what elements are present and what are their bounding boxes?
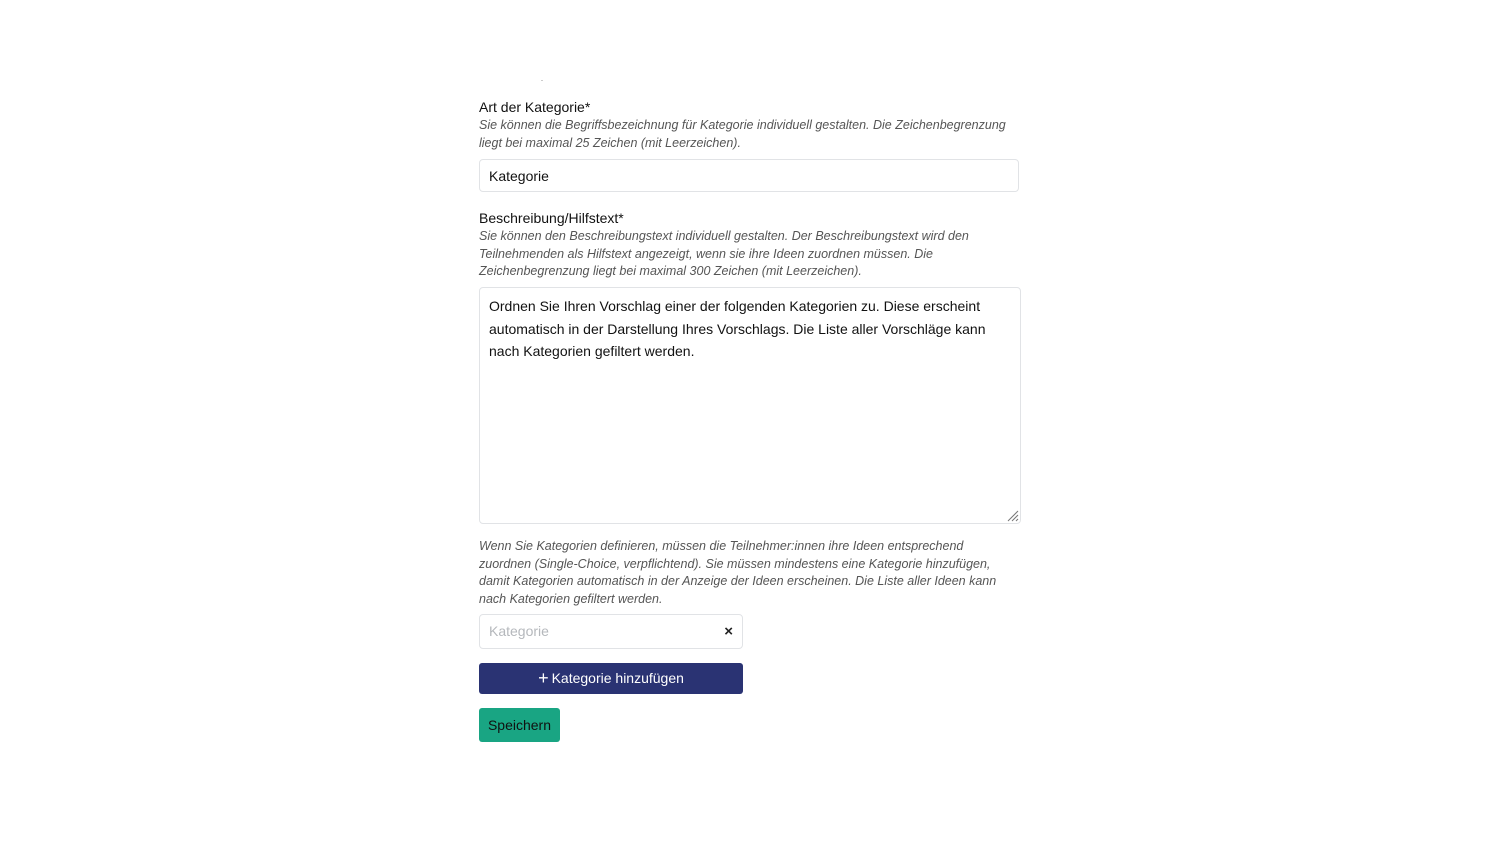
plus-icon: + xyxy=(538,668,549,688)
save-button[interactable]: Speichern xyxy=(479,708,560,742)
categories-hint: Wenn Sie Kategorien definieren, müssen die Teilnehmer:innen ihre Ideen entsprechend zuordnen (Single-Choice, verpflichtend). Sie müssen mindestens eine Kategorie hinzufügen, damit Kategorien automatisch in der Anzeige der Ideen erscheinen. Die Liste aller Ideen kann nach Kategorien gefiltert werden. xyxy=(479,539,997,606)
resize-handle-icon[interactable] xyxy=(1005,508,1019,522)
description-text: Ordnen Sie Ihren Vorschlag einer der folgenden Kategorien zu. Diese erscheint automatisch in der Darstellung Ihres Vorschlags. Die Liste aller Vorschläge kann nach Kategorien gefiltert werden. xyxy=(489,298,986,359)
description-textarea[interactable] xyxy=(479,287,1021,524)
category-name-input[interactable] xyxy=(479,614,743,649)
category-name-placeholder: Kategorie xyxy=(489,623,549,639)
description-hint: Sie können den Beschreibungstext individuell gestalten. Der Beschreibungstext wird den Teilnehmenden als Hilfstext angezeigt, wenn sie ihre Ideen zuordnen müssen. Die Zeichenbegrenzung liegt bei maximal 300 Zeichen (mit Leerzeichen). xyxy=(479,229,969,278)
description-label: Beschreibung/Hilfstext* xyxy=(479,210,624,226)
add-category-label: Kategorie hinzufügen xyxy=(551,670,684,686)
scroll-artifact xyxy=(541,80,543,81)
category-type-hint: Sie können die Begriffsbezeichnung für Kategorie individuell gestalten. Die Zeichenbegrenzung liegt bei maximal 25 Zeichen (mit Leerzeichen). xyxy=(479,118,1006,150)
add-category-button[interactable] xyxy=(479,663,743,694)
category-type-input[interactable]: Kategorie xyxy=(479,159,1019,192)
category-type-label: Art der Kategorie* xyxy=(479,99,591,115)
remove-category-icon[interactable]: × xyxy=(724,623,733,640)
